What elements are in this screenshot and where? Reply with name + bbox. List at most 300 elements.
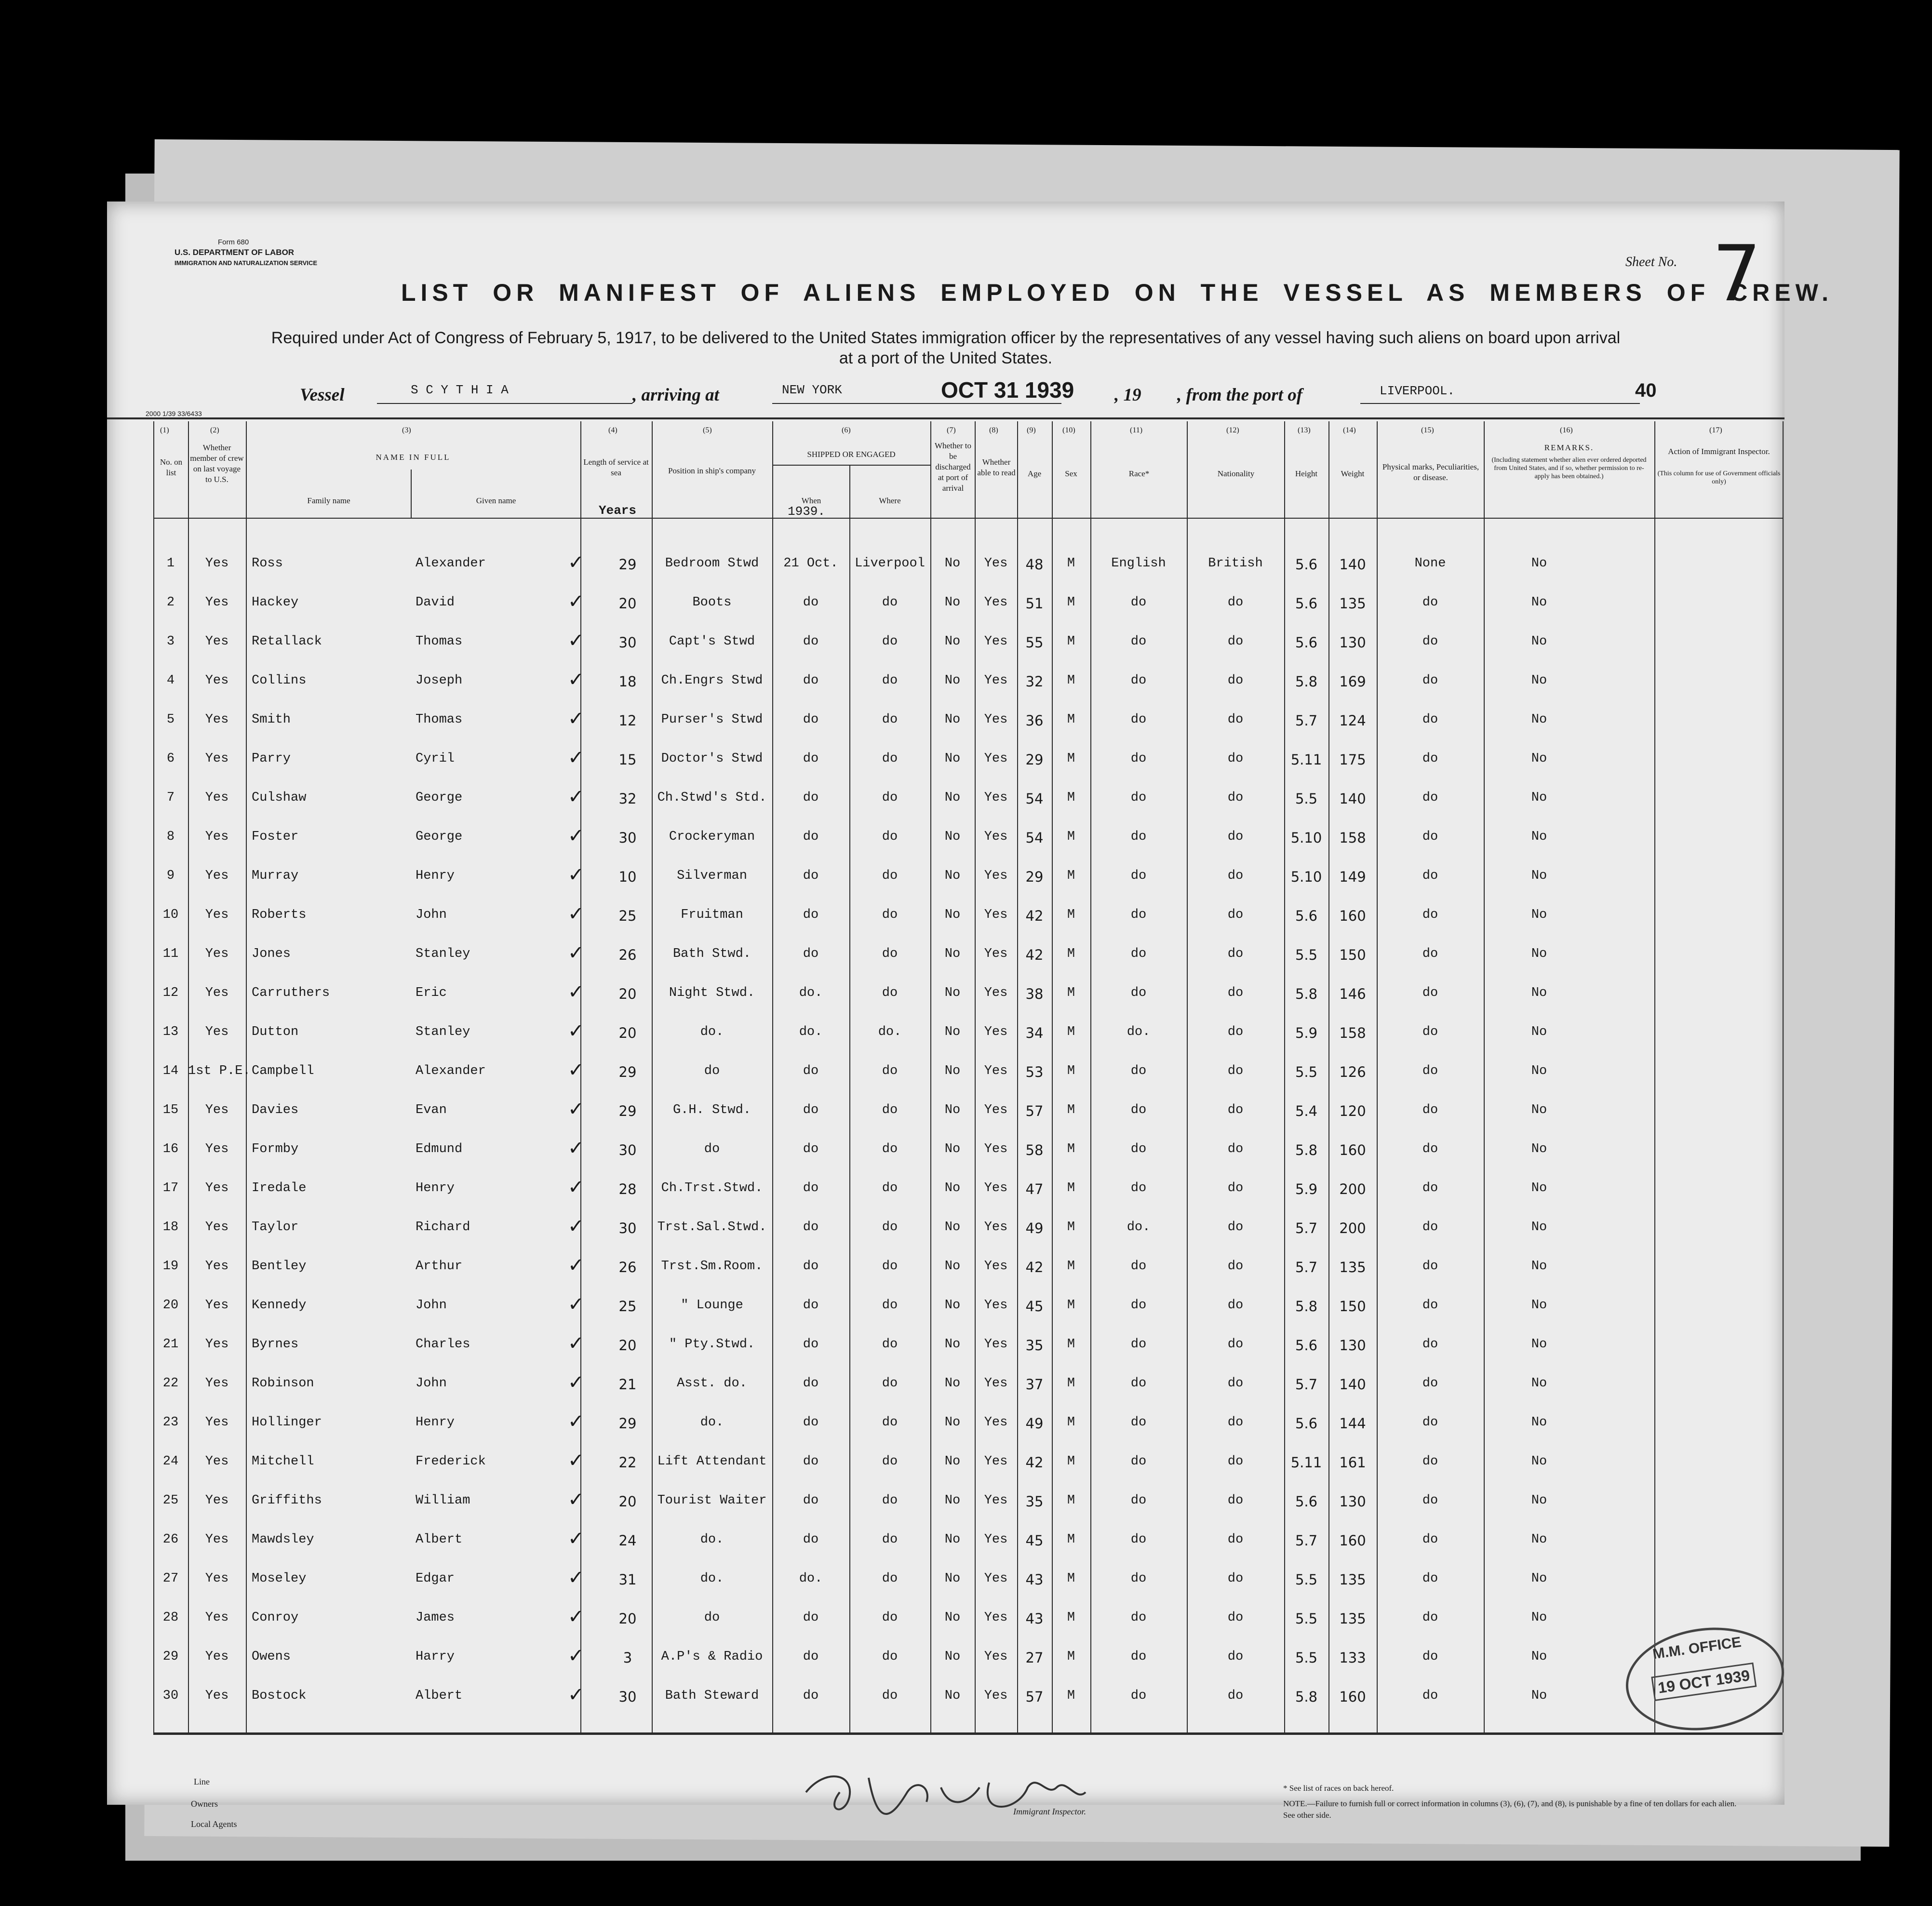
cell-family: Mawdsley (252, 1532, 314, 1547)
cell-when: do (803, 1689, 819, 1703)
cell-given: John (416, 908, 447, 922)
cell-remarks: No (1531, 1493, 1547, 1508)
cell-where: do (882, 1415, 898, 1430)
cell-age: 55 (1025, 634, 1044, 651)
cell-no: 5 (166, 712, 175, 727)
cell-sex: M (1067, 869, 1075, 883)
cell-position: Lift Attendant (657, 1454, 767, 1469)
col-num-2: (2) (210, 426, 219, 434)
cell-prev: Yes (205, 1259, 229, 1274)
checkmark-icon: ✓ (568, 551, 584, 574)
checkmark-icon: ✓ (568, 1176, 584, 1198)
cell-given: Frederick (416, 1454, 486, 1469)
cell-weight: 120 (1339, 1103, 1366, 1119)
cell-read: Yes (984, 1064, 1008, 1078)
table-row (107, 1293, 1784, 1335)
cell-weight: 135 (1339, 1571, 1366, 1588)
cell-where: do (882, 1103, 898, 1117)
cell-when: do (803, 712, 819, 727)
cell-read: Yes (984, 1298, 1008, 1313)
cell-given: John (416, 1298, 447, 1313)
cell-nationality: do (1227, 634, 1244, 649)
cell-prev: Yes (205, 1532, 229, 1547)
cell-no: 13 (162, 1025, 179, 1039)
cell-service: 20 (618, 986, 637, 1002)
col-num-3: (3) (402, 426, 411, 434)
cell-remarks: No (1531, 1103, 1547, 1117)
cell-given: Stanley (416, 947, 470, 961)
cell-family: Mitchell (252, 1454, 314, 1469)
cell-read: Yes (984, 1689, 1008, 1703)
cell-remarks: No (1531, 1571, 1547, 1586)
cell-given: Henry (416, 869, 455, 883)
table-bottom-rule (153, 1732, 1783, 1735)
checkmark-icon: ✓ (568, 1332, 584, 1355)
cell-marks: do (1422, 908, 1438, 922)
cell-weight: 130 (1339, 1337, 1366, 1354)
cell-weight: 146 (1339, 986, 1366, 1002)
cell-marks: do (1422, 1689, 1438, 1703)
cell-no: 3 (166, 634, 175, 649)
cell-nationality: do (1227, 1259, 1244, 1274)
cell-discharged: No (944, 986, 961, 1000)
cell-height: 5.6 (1295, 908, 1318, 924)
cell-race: do (1130, 673, 1147, 688)
department-line2: IMMIGRATION AND NATURALIZATION SERVICE (174, 259, 318, 267)
cell-weight: 124 (1339, 712, 1366, 729)
col-header-previous-voyage: Whether member of crew on last voyage to U.S. (190, 443, 244, 484)
binder-hole (35, 436, 63, 464)
cell-remarks: No (1531, 1689, 1547, 1703)
table-row (107, 1371, 1784, 1413)
cell-service: 30 (618, 634, 637, 651)
cell-remarks: No (1531, 830, 1547, 844)
cell-position: Ch.Stwd's Std. (657, 791, 767, 805)
cell-marks: do (1422, 830, 1438, 844)
cell-age: 51 (1025, 595, 1044, 612)
cell-where: do (882, 1454, 898, 1469)
cell-sex: M (1067, 908, 1075, 922)
cell-service: 28 (618, 1181, 637, 1197)
cell-race: do (1130, 947, 1147, 961)
cell-age: 42 (1025, 908, 1044, 924)
cell-height: 5.9 (1295, 1181, 1318, 1197)
col-header-sex: Sex (1065, 469, 1077, 478)
cell-remarks: No (1531, 986, 1547, 1000)
cell-height: 5.6 (1295, 634, 1318, 651)
manifest-sheet (107, 201, 1833, 1829)
cell-read: Yes (984, 1376, 1008, 1391)
checkmark-icon: ✓ (568, 1606, 584, 1628)
cell-nationality: do (1227, 986, 1244, 1000)
cell-remarks: No (1531, 595, 1547, 610)
col-header-discharged: Whether to be discharged at port of arrival (935, 441, 971, 493)
table-row (107, 1059, 1784, 1101)
cell-marks: do (1422, 1493, 1438, 1508)
col-header-remarks-note: (Including statement whether alien ever ordered deported from United States, and if so, whether permission to re-apply has been obtained.) (1491, 456, 1647, 480)
cell-sex: M (1067, 1220, 1075, 1235)
arriving-port: NEW YORK (782, 383, 842, 397)
cell-age: 58 (1025, 1142, 1044, 1158)
cell-position: Trst.Sm.Room. (661, 1259, 763, 1274)
cell-marks: do (1422, 673, 1438, 688)
cell-marks: do (1422, 1454, 1438, 1469)
cell-position: Asst. do. (677, 1376, 747, 1391)
cell-marks: do (1422, 752, 1438, 766)
cell-service: 10 (618, 869, 637, 885)
cell-read: Yes (984, 947, 1008, 961)
cell-discharged: No (944, 1415, 961, 1430)
local-agents-label: Local Agents (191, 1819, 237, 1829)
cell-weight: 135 (1339, 1259, 1366, 1275)
cell-remarks: No (1531, 1376, 1547, 1391)
cell-nationality: do (1227, 947, 1244, 961)
cell-nationality: do (1227, 1571, 1244, 1586)
cell-read: Yes (984, 1454, 1008, 1469)
cell-marks: do (1422, 1298, 1438, 1313)
cell-race: do (1130, 1376, 1147, 1391)
cell-service: 29 (618, 1103, 637, 1119)
cell-position: Purser's Stwd (661, 712, 763, 727)
cell-where: do (882, 1220, 898, 1235)
cell-where: do (882, 673, 898, 688)
cell-marks: do (1422, 1650, 1438, 1664)
cell-sex: M (1067, 1650, 1075, 1664)
cell-when: do. (799, 1025, 823, 1039)
table-row (107, 708, 1784, 749)
cell-position: do (704, 1064, 720, 1078)
cell-when: do (803, 1611, 819, 1625)
cell-no: 24 (162, 1454, 179, 1469)
cell-race: do (1130, 791, 1147, 805)
cell-no: 22 (162, 1376, 179, 1391)
cell-family: Griffiths (252, 1493, 322, 1508)
cell-prev: Yes (205, 1220, 229, 1235)
cell-given: Albert (416, 1532, 463, 1547)
cell-race: do (1130, 1571, 1147, 1586)
cell-when: do (803, 947, 819, 961)
cell-age: 43 (1025, 1611, 1044, 1627)
cell-discharged: No (944, 1493, 961, 1508)
cell-prev: Yes (205, 752, 229, 766)
cell-when: do (803, 1376, 819, 1391)
cell-family: Bostock (252, 1689, 307, 1703)
cell-where: do (882, 1064, 898, 1078)
cell-family: Davies (252, 1103, 299, 1117)
cell-service: 22 (618, 1454, 637, 1471)
cell-height: 5.8 (1295, 1142, 1318, 1158)
cell-position: do (704, 1142, 720, 1156)
binder-hole (35, 481, 63, 509)
cell-no: 20 (162, 1298, 179, 1313)
cell-service: 30 (618, 830, 637, 846)
cell-service: 20 (618, 1025, 637, 1041)
cell-discharged: No (944, 947, 961, 961)
cell-family: Owens (252, 1650, 291, 1664)
cell-age: 29 (1025, 869, 1044, 885)
cell-height: 5.7 (1295, 1220, 1318, 1236)
cell-service: 24 (618, 1532, 637, 1549)
table-row (107, 1606, 1784, 1647)
col-num-11: (11) (1130, 426, 1143, 434)
cell-height: 5.8 (1295, 673, 1318, 690)
checkmark-icon: ✓ (568, 669, 584, 691)
cell-no: 21 (162, 1337, 179, 1352)
cell-where: do (882, 986, 898, 1000)
cell-given: Thomas (416, 634, 463, 649)
cell-no: 23 (162, 1415, 179, 1430)
cell-remarks: No (1531, 1454, 1547, 1469)
cell-remarks: No (1531, 1142, 1547, 1156)
cell-height: 5.10 (1290, 830, 1322, 846)
cell-remarks: No (1531, 1064, 1547, 1078)
checkmark-icon: ✓ (568, 1215, 584, 1237)
cell-marks: do (1422, 1064, 1438, 1078)
cell-age: 37 (1025, 1376, 1044, 1393)
cell-height: 5.7 (1295, 712, 1318, 729)
cell-race: do (1130, 1298, 1147, 1313)
cell-when: do (803, 1454, 819, 1469)
cell-weight: 144 (1339, 1415, 1366, 1432)
cell-position: A.P's & Radio (661, 1650, 763, 1664)
cell-position: Ch.Trst.Stwd. (661, 1181, 763, 1195)
col-num-17: (17) (1709, 426, 1722, 434)
cell-no: 28 (162, 1611, 179, 1625)
col-num-7: (7) (947, 426, 956, 434)
cell-service: 25 (618, 908, 637, 924)
cell-prev: Yes (205, 947, 229, 961)
cell-read: Yes (984, 791, 1008, 805)
cell-no: 30 (162, 1689, 179, 1703)
cell-when: do. (799, 1571, 823, 1586)
cell-age: 54 (1025, 791, 1044, 807)
cell-prev: Yes (205, 595, 229, 610)
cell-position: Boots (692, 595, 732, 610)
cell-when: do (803, 1337, 819, 1352)
table-row (107, 1450, 1784, 1491)
checkmark-icon: ✓ (568, 1098, 584, 1120)
cell-weight: 158 (1339, 830, 1366, 846)
cell-height: 5.7 (1295, 1259, 1318, 1275)
cell-sex: M (1067, 1454, 1075, 1469)
cell-service: 20 (618, 595, 637, 612)
cell-discharged: No (944, 712, 961, 727)
cell-where: do (882, 1650, 898, 1664)
cell-when: do (803, 1493, 819, 1508)
cell-discharged: No (944, 1337, 961, 1352)
cell-age: 47 (1025, 1181, 1044, 1197)
departure-underline (1360, 403, 1640, 404)
cell-position: do. (700, 1025, 724, 1039)
cell-nationality: do (1227, 712, 1244, 727)
cell-nationality: do (1227, 595, 1244, 610)
checkmark-icon: ✓ (568, 1371, 584, 1394)
cell-given: George (416, 791, 463, 805)
table-row (107, 1410, 1784, 1452)
cell-race: do (1130, 1181, 1147, 1195)
cell-where: do (882, 1571, 898, 1586)
cell-where: do (882, 1259, 898, 1274)
cell-prev: Yes (205, 1493, 229, 1508)
cell-where: do (882, 712, 898, 727)
cell-given: George (416, 830, 463, 844)
cell-sex: M (1067, 1376, 1075, 1391)
table-row (107, 981, 1784, 1022)
sheet-number: 7 (1712, 228, 1761, 319)
cell-where: Liverpool (855, 556, 925, 571)
cell-family: Hollinger (252, 1415, 322, 1430)
cell-when: do (803, 752, 819, 766)
cell-sex: M (1067, 1298, 1075, 1313)
table-row (107, 1489, 1784, 1530)
cell-where: do (882, 1337, 898, 1352)
cell-position: Tourist Waiter (657, 1493, 767, 1508)
binder-hole (35, 1641, 63, 1669)
col-header-physical-marks: Physical marks, Peculiarities, or disease. (1382, 462, 1479, 482)
cell-prev: Yes (205, 1376, 229, 1391)
cell-position: do. (700, 1415, 724, 1430)
cell-no: 2 (166, 595, 175, 610)
cell-prev: Yes (205, 1142, 229, 1156)
cell-read: Yes (984, 1142, 1008, 1156)
cell-family: Bentley (252, 1259, 307, 1274)
cell-nationality: do (1227, 1493, 1244, 1508)
cell-when: do (803, 1532, 819, 1547)
cell-read: Yes (984, 830, 1008, 844)
cell-sex: M (1067, 556, 1075, 571)
cell-nationality: do (1227, 1181, 1244, 1195)
cell-when: do (803, 595, 819, 610)
cell-height: 5.11 (1290, 752, 1322, 768)
sheet-label: Sheet No. (1625, 255, 1677, 269)
col-header-nationality: Nationality (1217, 469, 1255, 478)
cell-read: Yes (984, 712, 1008, 727)
cell-no: 4 (166, 673, 175, 688)
cell-height: 5.5 (1295, 1611, 1318, 1627)
cell-given: David (416, 595, 455, 610)
cell-family: Conroy (252, 1611, 299, 1625)
cell-race: do (1130, 1142, 1147, 1156)
cell-service: 26 (618, 947, 637, 963)
cell-marks: do (1422, 1142, 1438, 1156)
cell-where: do (882, 830, 898, 844)
checkmark-icon: ✓ (568, 630, 584, 652)
cell-given: Arthur (416, 1259, 463, 1274)
cell-where: do (882, 947, 898, 961)
cell-remarks: No (1531, 1259, 1547, 1274)
checkmark-icon: ✓ (568, 1059, 584, 1081)
year-label: , 19 (1114, 385, 1141, 405)
cell-sex: M (1067, 1064, 1075, 1078)
cell-nationality: do (1227, 1220, 1244, 1235)
cell-weight: 169 (1339, 673, 1366, 690)
header-bottom-rule (153, 518, 1783, 519)
cell-height: 5.5 (1295, 1571, 1318, 1588)
table-row (107, 864, 1784, 905)
cell-family: Smith (252, 712, 291, 727)
cell-weight: 135 (1339, 1611, 1366, 1627)
checkmark-icon: ✓ (568, 1450, 584, 1472)
cell-family: Robinson (252, 1376, 314, 1391)
cell-read: Yes (984, 634, 1008, 649)
col-num-4: (4) (608, 426, 617, 434)
table-row (107, 786, 1784, 827)
col-num-14: (14) (1343, 426, 1356, 434)
cell-family: Carruthers (252, 986, 330, 1000)
cell-weight: 200 (1339, 1220, 1366, 1236)
cell-read: Yes (984, 1493, 1008, 1508)
cell-given: Edmund (416, 1142, 463, 1156)
col-header-remarks: REMARKS. (1544, 443, 1594, 452)
cell-race: do. (1127, 1220, 1151, 1235)
binder-hole (35, 1719, 63, 1747)
cell-race: do (1130, 1415, 1147, 1430)
cell-position: G.H. Stwd. (672, 1103, 751, 1117)
cell-marks: do (1422, 712, 1438, 727)
cell-when: do (803, 791, 819, 805)
cell-prev: Yes (205, 1415, 229, 1430)
cell-nationality: do (1227, 673, 1244, 688)
cell-prev: Yes (205, 1298, 229, 1313)
cell-service: 15 (618, 752, 637, 768)
cell-weight: 149 (1339, 869, 1366, 885)
cell-sex: M (1067, 634, 1075, 649)
cell-race: do (1130, 712, 1147, 727)
cell-discharged: No (944, 1181, 961, 1195)
cell-service: 26 (618, 1259, 637, 1275)
cell-height: 5.4 (1295, 1103, 1318, 1119)
cell-weight: 140 (1339, 791, 1366, 807)
cell-prev: Yes (205, 1650, 229, 1664)
cell-marks: do (1422, 986, 1438, 1000)
table-row (107, 630, 1784, 671)
cell-position: Bedroom Stwd (665, 556, 759, 571)
cell-no: 9 (166, 869, 175, 883)
cell-sex: M (1067, 1415, 1075, 1430)
service-unit: Years (599, 503, 637, 518)
cell-discharged: No (944, 791, 961, 805)
cell-remarks: No (1531, 673, 1547, 688)
cell-given: Alexander (416, 1064, 486, 1078)
stamp-office-text: M.M. OFFICE (1651, 1634, 1743, 1663)
cell-age: 42 (1025, 1454, 1044, 1471)
inspector-signature (796, 1758, 1105, 1850)
cell-when: do (803, 1142, 819, 1156)
cell-remarks: No (1531, 791, 1547, 805)
cell-no: 29 (162, 1650, 179, 1664)
cell-age: 32 (1025, 673, 1044, 690)
cell-height: 5.8 (1295, 1298, 1318, 1315)
cell-prev: Yes (205, 556, 229, 571)
cell-where: do (882, 1298, 898, 1313)
cell-remarks: No (1531, 752, 1547, 766)
cell-height: 5.10 (1290, 869, 1322, 885)
crew-count: 40 (1635, 380, 1657, 401)
cell-nationality: do (1227, 1142, 1244, 1156)
cell-discharged: No (944, 1142, 961, 1156)
cell-weight: 160 (1339, 908, 1366, 924)
cell-age: 35 (1025, 1493, 1044, 1510)
cell-read: Yes (984, 986, 1008, 1000)
cell-when: do (803, 830, 819, 844)
cell-family: Kennedy (252, 1298, 307, 1313)
cell-age: 45 (1025, 1298, 1044, 1315)
cell-marks: do (1422, 1337, 1438, 1352)
cell-nationality: do (1227, 752, 1244, 766)
cell-discharged: No (944, 1064, 961, 1078)
cell-prev: 1st P.E. (188, 1064, 251, 1078)
cell-marks: do (1422, 869, 1438, 883)
